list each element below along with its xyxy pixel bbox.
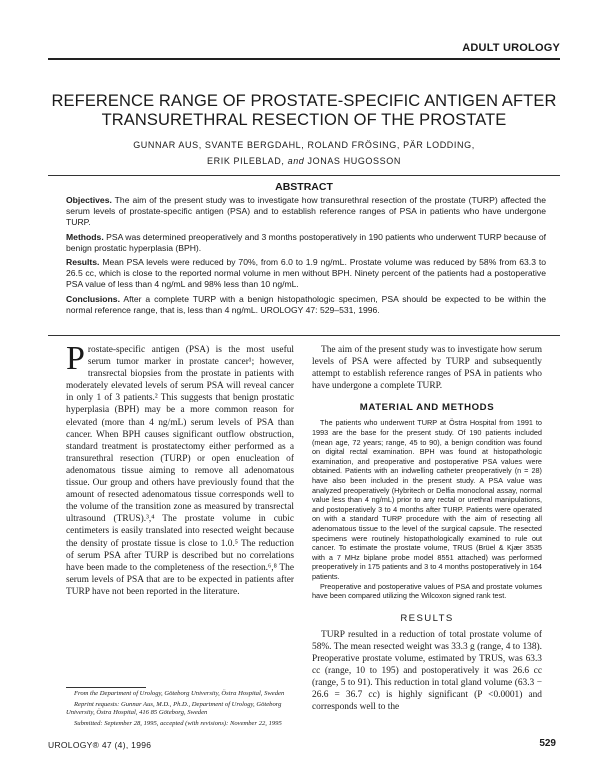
results-label: Results.: [66, 257, 100, 268]
footnote-reprint: Reprint requests: Gunnar Aus, M.D., Ph.D., Department of Urology, Göteborg University, Östra Hospital, 416 85 Göteborg, Sweden: [66, 700, 282, 717]
abstract-objectives: [66, 195, 546, 229]
methods-paragraph-1: The patients who underwent TURP at Östra Hospital from 1991 to 1993 are the base for the present study. Of 190 patients included (mean age, 72 years; range, 45 to 90), a benign condition was found on digital rectal examination. BPH was found at histopathologic examination, and preoperative and postoperative PSA values were obtained. Patients with an indwelling catheter preoperatively (n = 28) have also been included in the present study. A PSA value was analyzed preoperatively (Hybritech or Delfia monoclonal assay, normal value less than 4 ng/mL) prior to any rectal or urethral manipulations, and postoperatively 3 to 4 months after TURP. Patients were operated on with a standard TURP procedure with the aim of resecting all adenomatous tissue to the level of the surgical capsule. The resected specimens were routinely histopathologically examined to rule out cancer. To estimate the prostate volume, TRUS (Brüel & Kjær 3535 with a 7 MHz biplane probe model 8551 attached) was performed preoperatively in 175 patients and 3 to 4 months postoperatively in 164 patients.: [312, 418, 542, 581]
methods-section: [312, 418, 542, 600]
section-divider: [48, 58, 560, 60]
abstract-results: [66, 257, 546, 291]
conclusions-text: After a complete TURP with a benign histopathologic specimen, PSA should be expected to be within the normal reference range, that is, less than 4 ng/mL. UROLOGY 47: 529–531, 1996.: [66, 293, 546, 315]
author-line-1: GUNNAR AUS, SVANTE BERGDAHL, ROLAND FRÖSING, PÄR LODDING,: [133, 140, 475, 150]
footnote-submitted: Submitted: September 28, 1995, accepted (with revisions): November 22, 1995: [74, 719, 282, 727]
footnote-rule: [66, 687, 146, 688]
page-number: 529: [539, 738, 556, 749]
results-paragraph-1: TURP resulted in a reduction of total prostate volume of 58%. The mean resected weight was 33.3 g (range, 4 to 138). Preoperative prostate volume, estimated by TRUS, was 63.3 cc (range, 10 to 195) and postoperatively it was 26.6 cc (range, 5 to 91). This reduction in total gland volume (63.3 − 26.6 = 36.7 cc) is highly significant (P <0.0001) and corresponds well to the: [312, 629, 542, 713]
methods-label: Methods.: [66, 231, 104, 242]
abstract-body: [66, 195, 546, 319]
conclusions-label: Conclusions.: [66, 293, 120, 304]
methods-paragraph-2: Preoperative and postoperative values of PSA and prostate volumes have been compared utilizing the Wilcoxon signed rank test.: [312, 581, 542, 601]
abstract-methods: [66, 232, 546, 254]
right-column: [312, 344, 542, 714]
footnote-affiliation: From the Department of Urology, Göteborg University, Östra Hospital, Sweden: [74, 690, 285, 697]
author-conjunction: and: [287, 156, 305, 166]
results-heading: RESULTS: [400, 612, 454, 624]
drop-cap: P: [66, 340, 85, 377]
results-text: Mean PSA levels were reduced by 70%, from 6.0 to 1.9 ng/mL. Prostate volume was reduced by 58% from 63.3 to 26.5 cc, which is close to the reported normal volume in men without BPH. Ninety percent of the patients had a postoperative PSA value of less than 4 ng/mL and 98% less than 10 ng/mL.: [66, 257, 547, 290]
author-last: JONAS HUGOSSON: [307, 156, 401, 166]
aim-paragraph: The aim of the present study was to investigate how serum levels of PSA were affected by TURP and subsequently attempt to establish reference ranges of PSA in patients who have undergone a complete TURP.: [312, 345, 542, 392]
author-line-2: [60, 153, 548, 169]
intro-paragraph: [66, 340, 294, 598]
article-title: [48, 92, 560, 130]
abstract-heading: ABSTRACT: [275, 181, 333, 193]
objectives-text: The aim of the present study was to investigate how transurethral resection of the prostate (TURP) affected the serum levels of prostate-specific antigen (PSA) and to establish reference ranges of PSA in patients who have undergone TURP.: [66, 195, 546, 228]
journal-footer: UROLOGY® 47 (4), 1996: [48, 740, 152, 750]
objectives-label: Objectives.: [66, 195, 112, 205]
abstract-top-rule: [48, 175, 560, 176]
author-names: ERIK PILEBLAD,: [207, 156, 285, 166]
title-line-1: REFERENCE RANGE OF PROSTATE-SPECIFIC ANTIGEN AFTER: [51, 92, 557, 110]
footnotes: [66, 690, 294, 730]
abstract-bottom-rule: [48, 335, 560, 336]
methods-text: PSA was determined preoperatively and 3 months postoperatively in 190 patients who underwent TURP because of benign prostatic hyperplasia (BPH).: [66, 231, 546, 253]
abstract-conclusions: [66, 294, 546, 316]
intro-text: rostate-specific antigen (PSA) is the most useful serum tumor marker in prostate cancer¹; however, transrectal biopsies from the prostate in patients with moderately elevated levels of serum PSA will reveal cancer in only 1 of 3 patients.² This suggests that benign prostatic hyperplasia (BPH) may be a more common reason for elevated (more than 4 ng/mL) serum levels of PSA than cancer. When BPH causes significant outflow obstruction, standard treatment is prostatectomy either performed as a transurethral resection (TURP) or open enucleation of adenomatous tissue aiming to remove all adenomatous tissue. Our group and others have previously found that the amount of resected adenomatous tissue corresponds well to the volume of the transition zone as measured by transrectal ultrasound (TRUS).³,⁴ The prostate volume in cubic centimeters is easily translated into resected weight because the density of prostate tissue is close to 1.0.⁵ The reduction of serum PSA after TURP is described but no correlations have been made to the completeness of the resection.⁶,⁸ The serum levels of PSA that are to be expected in patients after TURP have not been reported in the literature.: [66, 345, 294, 597]
section-label: ADULT UROLOGY: [462, 42, 560, 54]
title-line-2: TRANSURETHRAL RESECTION OF THE PROSTATE: [101, 111, 507, 129]
left-column: [66, 340, 294, 598]
author-list: [60, 137, 548, 169]
methods-heading: MATERIAL AND METHODS: [359, 402, 495, 414]
